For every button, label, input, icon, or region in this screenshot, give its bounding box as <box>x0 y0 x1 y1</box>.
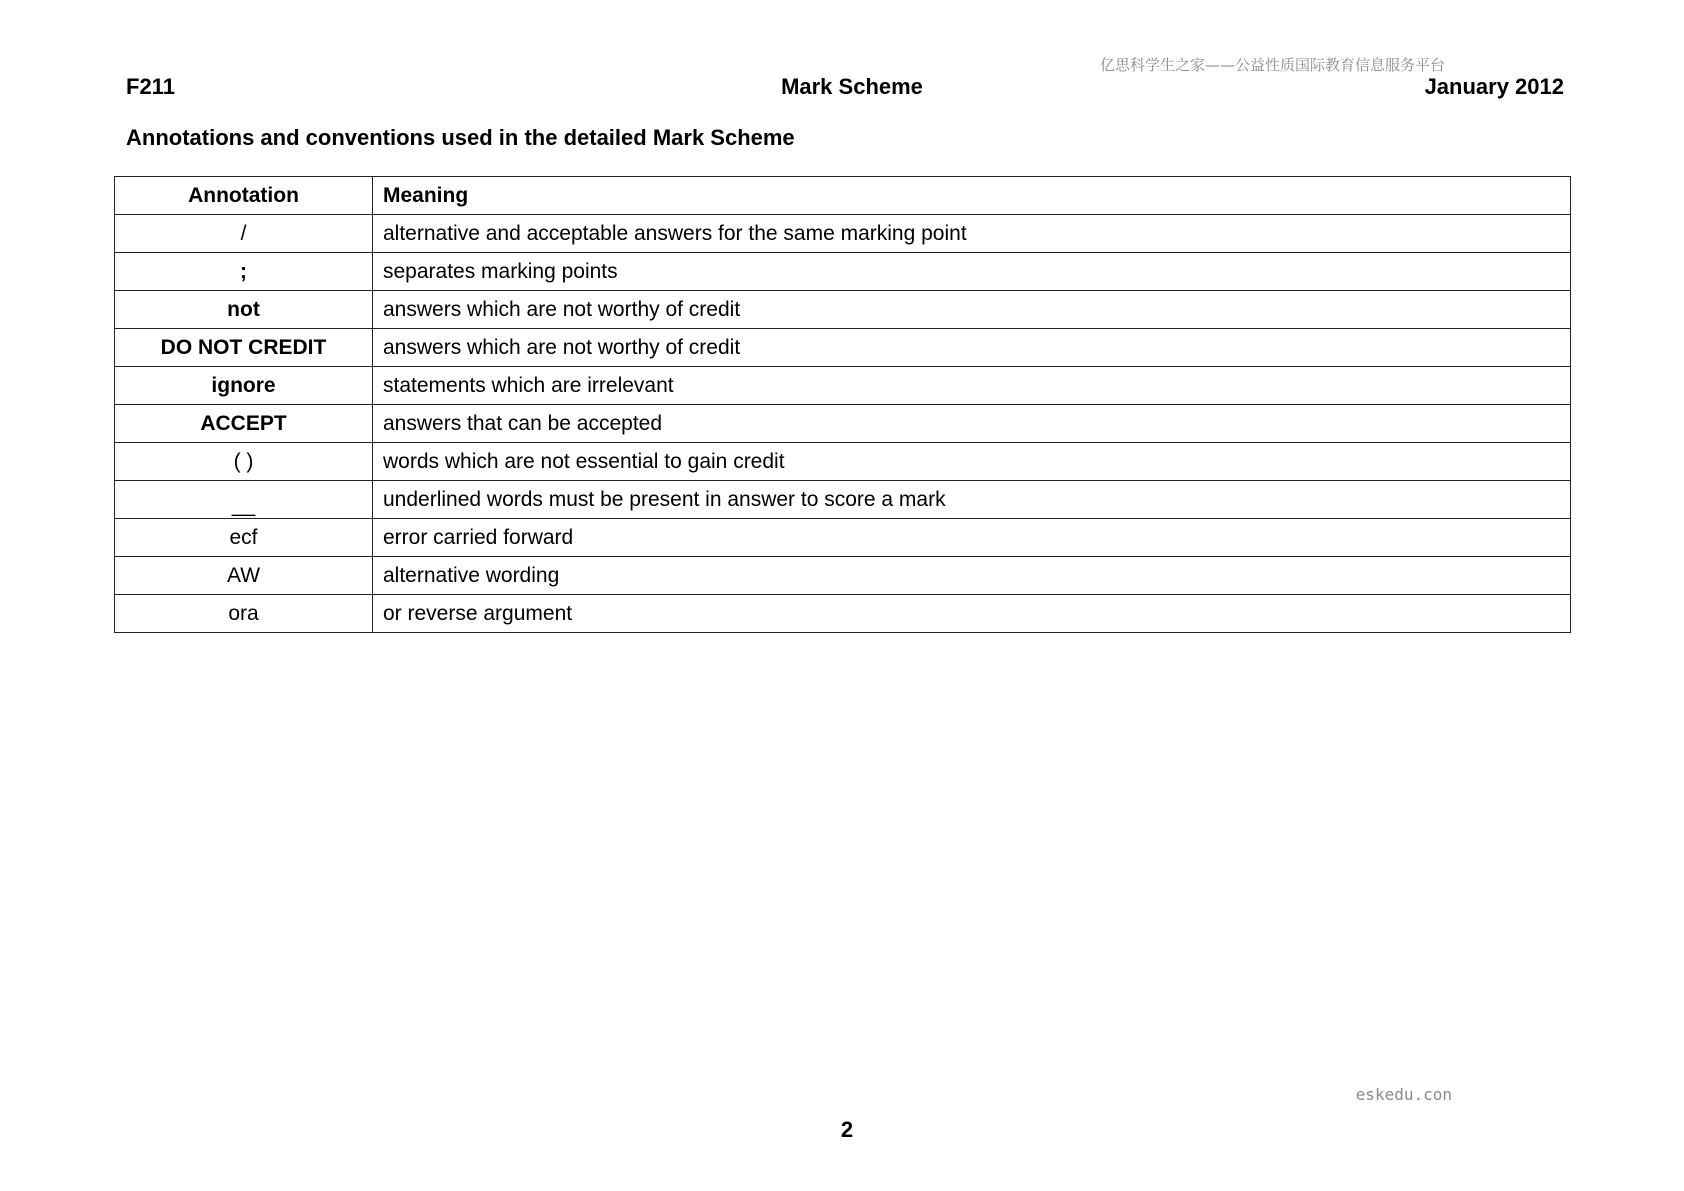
annotation-cell: ; <box>115 253 373 291</box>
annotation-cell: ora <box>115 595 373 633</box>
table-row <box>115 405 1571 443</box>
annotation-cell: ecf <box>115 519 373 557</box>
meaning-cell: alternative wording <box>373 557 1571 595</box>
table-row <box>115 519 1571 557</box>
paper-code: F211 <box>126 74 175 99</box>
exam-date: January 2012 <box>1424 74 1564 99</box>
annotation-cell: / <box>115 215 373 253</box>
watermark-bottom: eskedu.con <box>1355 1085 1452 1104</box>
annotation-cell: AW <box>115 557 373 595</box>
table-row <box>115 595 1571 633</box>
meaning-cell: answers that can be accepted <box>373 405 1571 443</box>
underline-symbol: __ <box>231 493 256 517</box>
table-row <box>115 329 1571 367</box>
meaning-cell: statements which are irrelevant <box>373 367 1571 405</box>
page-title: Mark Scheme <box>781 74 923 99</box>
table-row <box>115 253 1571 291</box>
meaning-cell: or reverse argument <box>373 595 1571 633</box>
meaning-cell: separates marking points <box>373 253 1571 291</box>
meaning-cell: answers which are not worthy of credit <box>373 291 1571 329</box>
table-row <box>115 481 1571 519</box>
section-title: Annotations and conventions used in the detailed Mark Scheme <box>126 125 795 150</box>
annotation-cell: ACCEPT <box>115 405 373 443</box>
table-row <box>115 215 1571 253</box>
meaning-cell: error carried forward <box>373 519 1571 557</box>
annotation-cell: not <box>115 291 373 329</box>
page-number: 2 <box>840 1117 854 1142</box>
table-row <box>115 557 1571 595</box>
annotation-cell: DO NOT CREDIT <box>115 329 373 367</box>
table-row <box>115 367 1571 405</box>
annotation-cell: ( ) <box>115 443 373 481</box>
column-header-annotation: Annotation <box>115 177 373 215</box>
meaning-cell: words which are not essential to gain credit <box>373 443 1571 481</box>
table-header-row <box>115 177 1571 215</box>
annotation-cell: ignore <box>115 367 373 405</box>
watermark-top: 亿思科学生之家——公益性质国际教育信息服务平台 <box>1099 56 1445 74</box>
annotation-cell <box>115 481 373 519</box>
meaning-cell: alternative and acceptable answers for the same marking point <box>373 215 1571 253</box>
annotations-table <box>114 176 1571 633</box>
meaning-cell: underlined words must be present in answer to score a mark <box>373 481 1571 519</box>
meaning-cell: answers which are not worthy of credit <box>373 329 1571 367</box>
column-header-meaning: Meaning <box>373 177 1571 215</box>
table-row <box>115 443 1571 481</box>
table-row <box>115 291 1571 329</box>
